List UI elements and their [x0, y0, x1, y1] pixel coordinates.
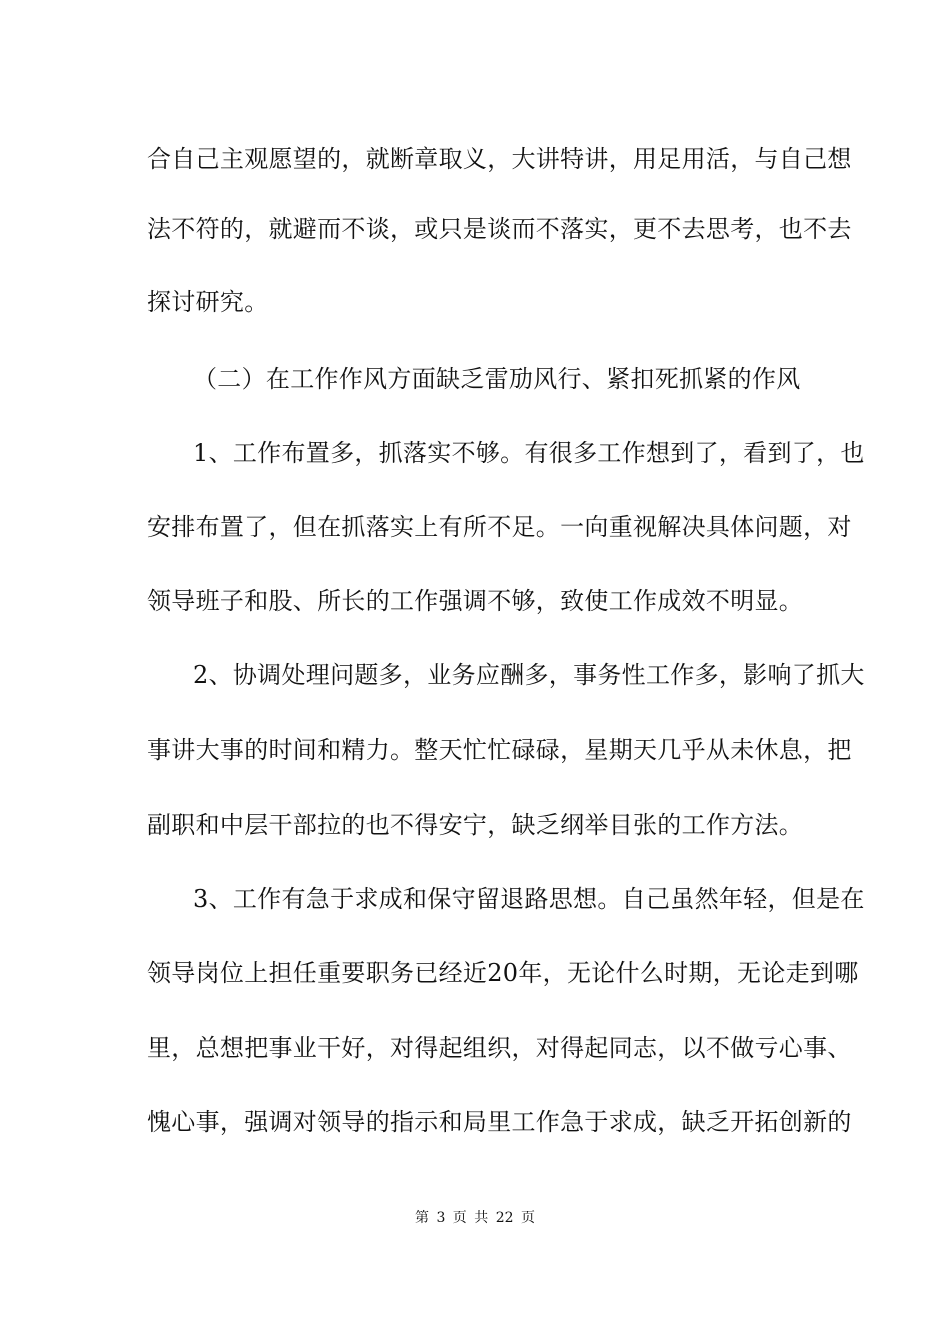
text-line: 法不符的，就避而不谈，或只是谈而不落实，更不去思考，也不去	[147, 215, 852, 243]
text-line: 事讲大事的时间和精力。整天忙忙碌碌，星期天几乎从未休息，把	[147, 736, 852, 764]
section-heading: （二）在工作作风方面缺乏雷劢风行、紧扣死抓紧的作风	[193, 365, 801, 393]
text-line: 里，总想把事业干好，对得起组织，对得起同志，以不做亏心事、	[147, 1034, 852, 1062]
text-line: 领导班子和股、所长的工作强调不够，致使工作成效不明显。	[147, 587, 804, 615]
text-line: 安排布置了，但在抓落实上有所不足。一向重视解决具体问题，对	[147, 513, 852, 541]
text-line: 探讨研究。	[147, 288, 269, 316]
page-number-footer: 第 3 页 共 22 页	[415, 1210, 535, 1226]
paragraph-start: 1、工作布置多，抓落实不够。有很多工作想到了，看到了，也	[193, 439, 865, 467]
text-line: 合自己主观愿望的，就断章取义，大讲特讲，用足用活，与自己想	[147, 145, 852, 173]
text-line: 副职和中层干部拉的也不得安宁，缺乏纲举目张的工作方法。	[147, 811, 804, 839]
paragraph-start: 2、协调处理问题多，业务应酬多，事务性工作多，影响了抓大	[193, 661, 865, 689]
text-line: 领导岗位上担任重要职务已经近20年，无论什么时期，无论走到哪	[147, 959, 859, 987]
paragraph-start: 3、工作有急于求成和保守留退路思想。自己虽然年轻，但是在	[193, 885, 865, 913]
text-line: 愧心事，强调对领导的指示和局里工作急于求成，缺乏开拓创新的	[147, 1108, 852, 1136]
